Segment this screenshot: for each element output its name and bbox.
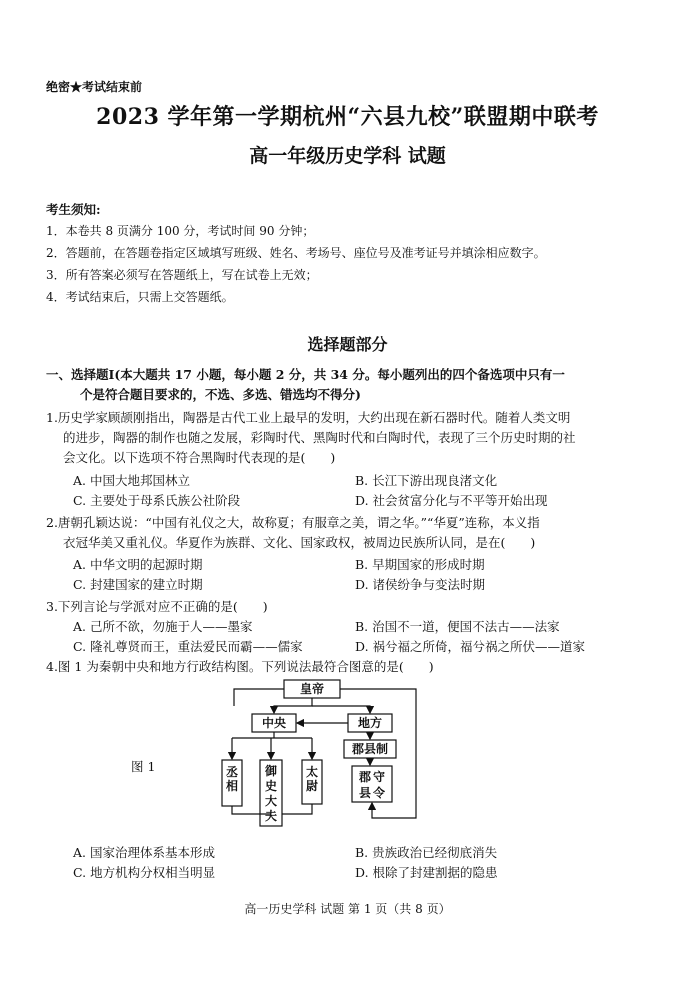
part-instructions-cont: 个是符合题目要求的，不选、多选、错选均不得分) (80, 387, 361, 402)
question-1-text: 1.历史学家顾颉刚指出，陶器是古代工业上最早的发明，大约出现在新石器时代。随着人类文明 (46, 410, 571, 425)
exam-title: 2023 学年第一学期杭州“六县九校”联盟期中联考 (96, 104, 599, 130)
question-3-option-b: B. 治国不一道，便国不法古——法家 (355, 619, 560, 634)
emperor-label: 皇帝 (299, 682, 325, 696)
section-title: 选择题部分 (307, 335, 388, 354)
question-3-text: 3.下列言论与学派对应不正确的是( ) (46, 599, 268, 614)
notice-heading: 考生须知: (46, 202, 101, 217)
question-1-option-b: B. 长江下游出现良渚文化 (355, 473, 498, 488)
part-instructions: 一、选择题Ⅰ(本大题共 17 小题，每小题 2 分，共 34 分。每小题列出的四个备选项中只有一 (46, 367, 565, 382)
question-4-option-d: D. 根除了封建割据的隐患 (355, 865, 498, 880)
question-4-option-a: A. 国家治理体系基本形成 (73, 845, 215, 860)
page-footer: 高一历史学科 试题 第 1 页（共 8 页） (244, 902, 451, 916)
exam-subtitle: 高一年级历史学科 试题 (249, 145, 446, 167)
question-4-option-c: C. 地方机构分权相当明显 (73, 865, 216, 880)
central-label: 中央 (261, 716, 287, 730)
commandery-label: 郡县制 (351, 742, 389, 756)
notice-item: 1．本卷共 8 页满分 100 分，考试时间 90 分钟； (46, 224, 315, 238)
commandant-label: 太尉 (305, 765, 319, 793)
question-4-text: 4.图 1 为秦朝中央和地方行政结构图。下列说法最符合图意的是( ) (46, 659, 434, 674)
question-1-text: 的进步，陶器的制作也随之发展，彩陶时代、黑陶时代和白陶时代，表现了三个历史时期的社 (63, 430, 576, 445)
question-4-option-b: B. 贵族政治已经彻底消失 (355, 845, 498, 860)
question-2-option-c: C. 封建国家的建立时期 (73, 577, 203, 592)
question-2-option-d: D. 诸侯纷争与变法时期 (355, 577, 486, 592)
question-2-option-b: B. 早期国家的形成时期 (355, 557, 485, 572)
local-label: 地方 (357, 716, 383, 730)
question-1-option-c: C. 主要处于母系氏族公社阶段 (73, 493, 241, 508)
question-1-option-a: A. 中国大地邦国林立 (73, 473, 190, 488)
notice-item: 4．考试结束后，只需上交答题纸。 (46, 290, 234, 304)
question-3-option-d: D. 祸兮福之所倚，福兮祸之所伏——道家 (355, 639, 586, 654)
question-1-text: 会文化。以下选项不符合黑陶时代表现的是( ) (63, 450, 336, 465)
qin-administrative-diagram (212, 678, 422, 830)
governor-label: 郡 守县 令 (358, 770, 386, 800)
confidential-mark: 绝密★考试结束前 (46, 80, 143, 94)
question-3-option-c: C. 隆礼尊贤而王，重法爱民而霸——儒家 (73, 639, 303, 654)
question-2-text: 2.唐朝孔颖达说：“中国有礼仪之大，故称夏；有服章之美，谓之华。”“华夏”连称，本义指 (46, 515, 540, 530)
figure-label: 图 1 (131, 759, 156, 774)
question-2-text: 衣冠华美又重礼仪。华夏作为族群、文化、国家政权，被周边民族所认同，是在( ) (63, 535, 536, 550)
notice-item: 2．答题前，在答题卷指定区域填写班级、姓名、考场号、座位号及准考证号并填涂相应数字。 (46, 246, 546, 260)
notice-item: 3．所有答案必须写在答题纸上，写在试卷上无效； (46, 268, 318, 282)
censor-label: 御史大夫 (264, 764, 278, 823)
question-1-option-d: D. 社会贫富分化与不平等开始出现 (355, 493, 548, 508)
question-2-option-a: A. 中华文明的起源时期 (73, 557, 203, 572)
chancellor-label: 丞相 (225, 765, 239, 793)
question-3-option-a: A. 己所不欲，勿施于人——墨家 (73, 619, 253, 634)
